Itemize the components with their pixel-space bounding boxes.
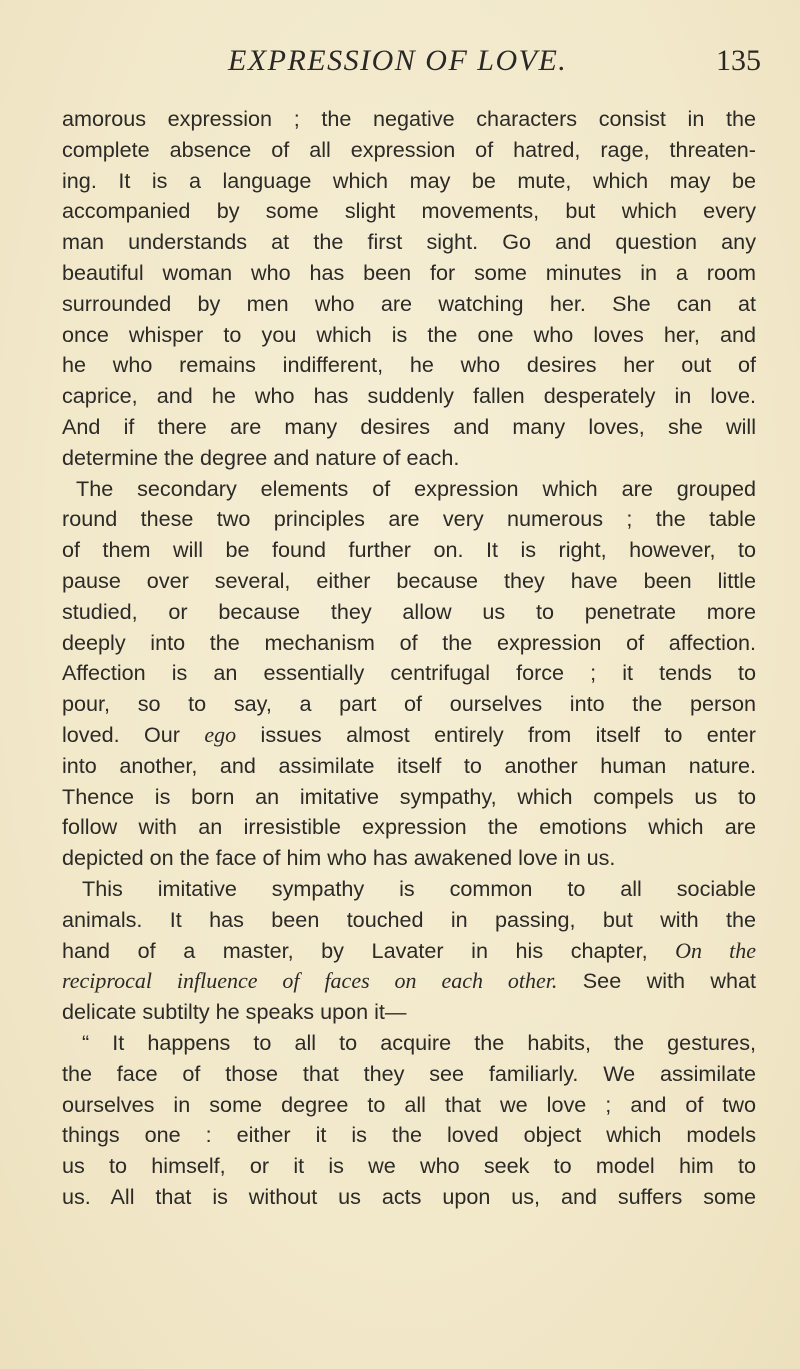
text-line: amorous expression ; the negative characters consist in the [62,106,756,131]
text-line: us. All that is without us acts upon us, and suffers some [62,1183,756,1209]
text-line: ourselves in some degree to all that we love ; and of two [62,1091,756,1117]
text-line: beautiful woman who has been for some minutes in a room [62,259,756,285]
text-line: into another, and assimilate itself to another human nature. [62,752,756,778]
text-line: caprice, and he who has suddenly fallen desperately in love. [62,383,756,409]
text-line: studied, or because they allow us to penetrate more [62,598,756,624]
body-text [62,104,756,1213]
text-line: accompanied by some slight movements, but which every [62,198,756,224]
text-line: round these two principles are very numerous ; the table [62,506,756,532]
text-segment: issues almost entirely from itself to enter [260,721,756,747]
text-line: once whisper to you which is the one who loves her, and [62,321,756,347]
text-line: animals. It has been touched in passing, but with the [62,906,756,932]
text-line: pour, so to say, a part of ourselves into the person [62,691,756,717]
text-line: complete absence of all expression of hatred, rage, threaten- [62,136,756,162]
text-line: things one : either it is the loved object which models [62,1122,756,1148]
quotation-start-line: “ It happens to all to acquire the habits, the gestures, [82,1029,756,1055]
text-line: follow with an irresistible expression the emotions which are [62,814,756,840]
text-line: Thence is born an imitative sympathy, which compels us to [62,783,756,809]
running-head [0,44,800,84]
text-line: of them will be found further on. It is right, however, to [62,537,756,563]
text-line: depicted on the face of him who has awakened love in us. [62,845,616,871]
paragraph-start-line: The secondary elements of expression which are grouped [76,475,756,501]
text-line: deeply into the mechanism of the expression of affection. [62,629,756,655]
text-segment: loved. Our [62,721,180,747]
text-segment: hand of a master, by Lavater in his chapter, [62,937,648,963]
text-line: determine the degree and nature of each. [62,444,460,470]
text-line: Affection is an essentially centrifugal force ; it tends to [62,660,756,686]
text-line: And if there are many desires and many loves, she will [62,413,756,439]
text-line: the face of those that they see familiarly. We assimilate [62,1060,756,1086]
paragraph-start-line: This imitative sympathy is common to all sociable [82,875,756,901]
text-line [62,720,756,751]
page-number: 135 [716,44,761,77]
italic-term: ego [204,721,237,747]
text-line: he who remains indifferent, he who desires her out of [62,352,756,378]
text-line: surrounded by men who are watching her. She can at [62,290,756,316]
text-line [62,936,756,967]
text-line [62,966,756,997]
text-segment: See with what [582,968,757,994]
text-line: delicate subtilty he speaks upon it— [62,999,407,1025]
italic-chapter-title: reciprocal influence of faces on each other. [62,968,558,994]
text-line: us to himself, or it is we who seek to model him to [62,1153,756,1179]
running-title: EXPRESSION OF LOVE. [228,44,568,77]
text-line: ing. It is a language which may be mute, which may be [62,167,756,193]
text-line: pause over several, either because they have been little [62,567,756,593]
italic-chapter-title: On the [675,937,757,963]
text-line: man understands at the first sight. Go and question any [62,229,756,255]
